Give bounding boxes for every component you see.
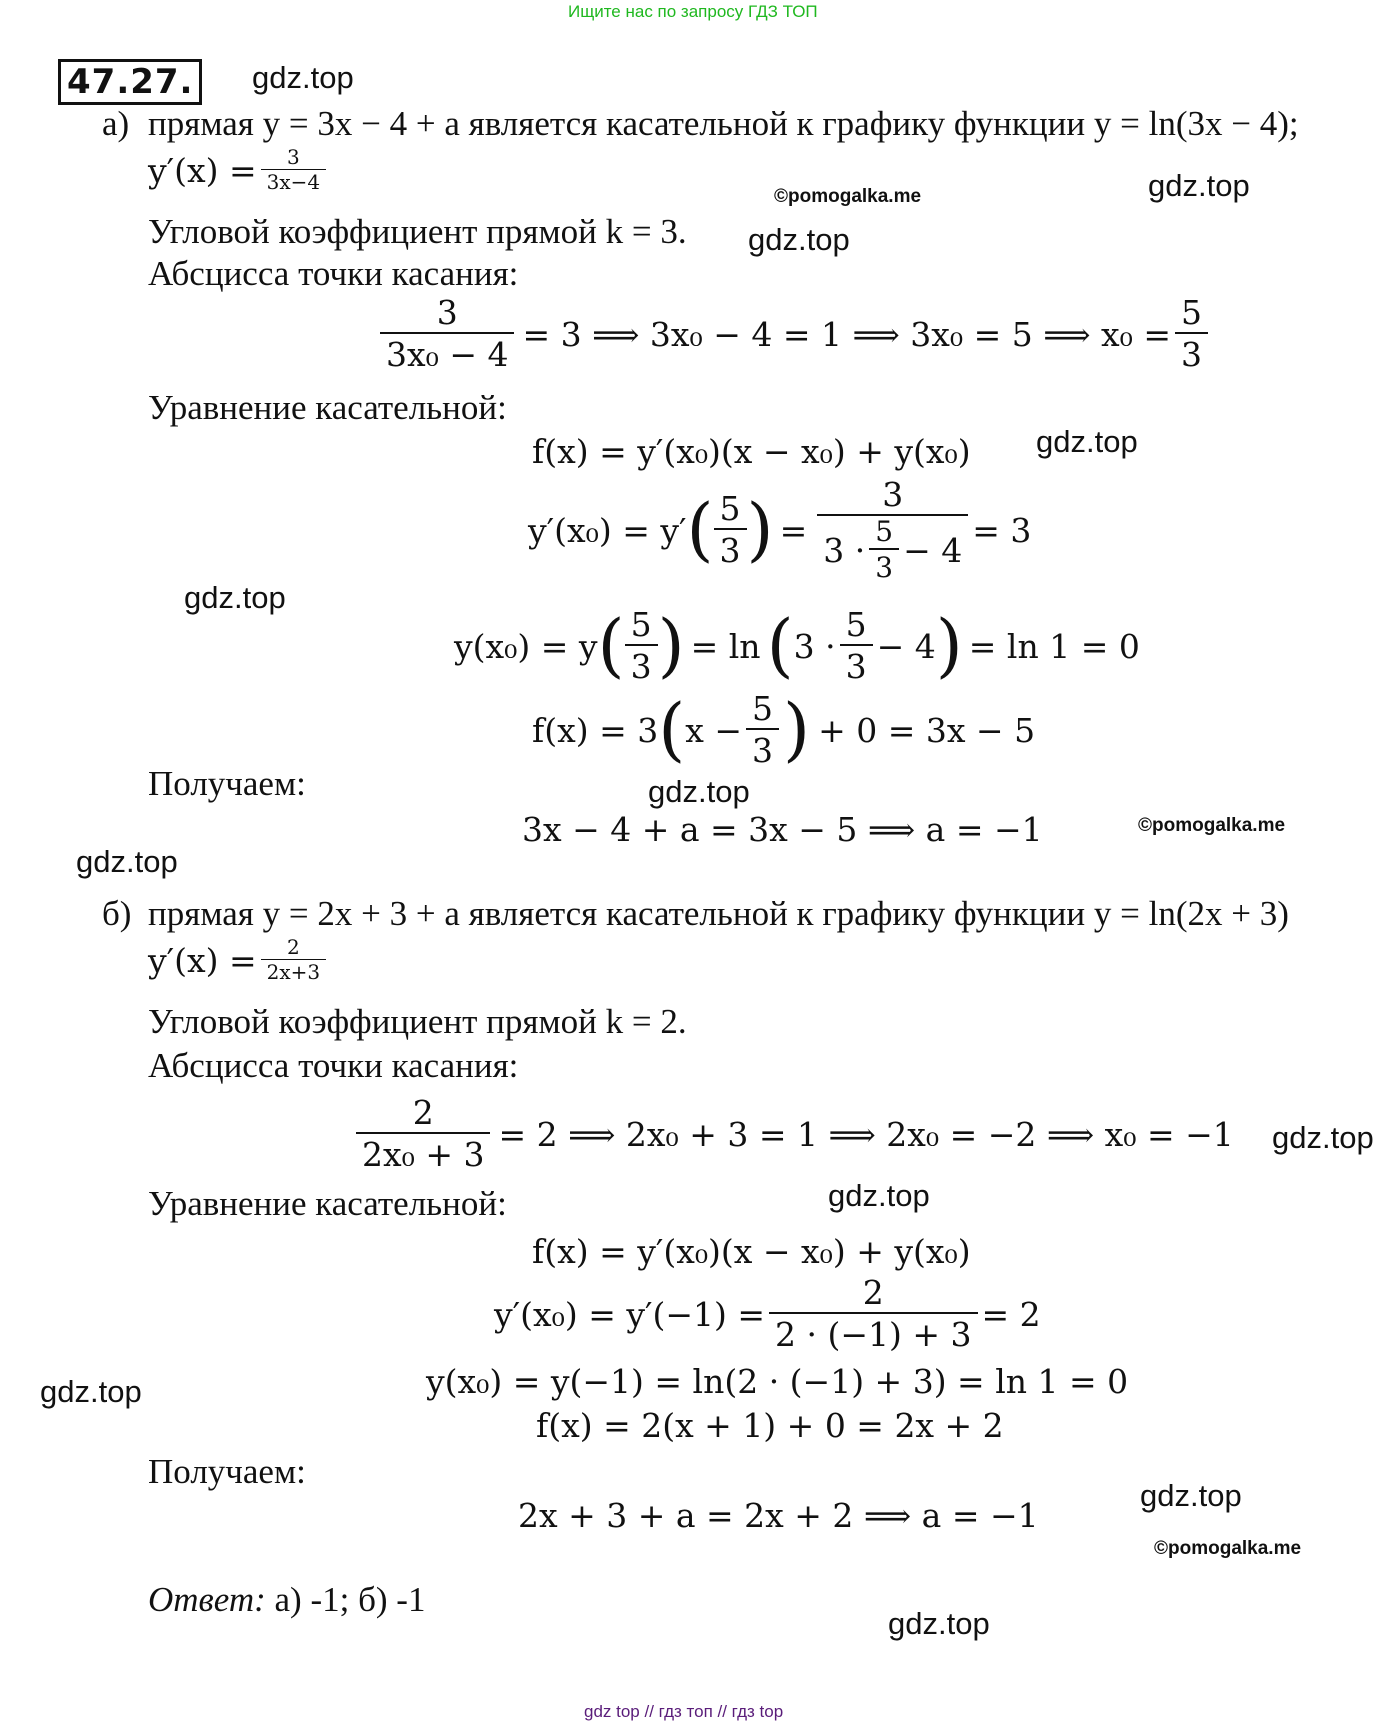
part-b-label: б) [102, 894, 132, 933]
yprime-frac-num: 3 [882, 475, 904, 514]
y-inner-fraction [840, 606, 873, 687]
paren-close: ) [657, 605, 685, 686]
y-arg-num: 5 [630, 605, 652, 644]
yprime-result: = 2 [981, 1295, 1041, 1335]
paren-open: ( [597, 605, 625, 686]
yprime-arg [714, 490, 747, 571]
part-a-tangent-heading: Уравнение касательной: [148, 388, 507, 427]
watermark-gdz: gdz.top [1140, 1478, 1242, 1513]
y-arg [625, 606, 658, 687]
equals: = [779, 511, 808, 551]
watermark-pomogalka: ©pomogalka.me [774, 186, 922, 207]
eq-rest: = 2 ⟹ 2x₀ + 3 = 1 ⟹ 2x₀ = −2 ⟹ x₀ = −1 [498, 1115, 1234, 1155]
eq-denominator: 3x₀ − 4 [380, 332, 514, 375]
part-a-f-value [532, 690, 1035, 771]
yprime-arg-den: 3 [714, 528, 747, 571]
watermark-gdz: gdz.top [1036, 424, 1138, 459]
eq-numerator: 3 [436, 293, 458, 332]
y-inner-num: 5 [845, 605, 867, 644]
part-a-statement: прямая y = 3x − 4 + a является касательной к графику функции y = ln(3x − 4); [148, 104, 1299, 143]
watermark-gdz: gdz.top [184, 580, 286, 615]
derivative-numerator: 2 [287, 935, 300, 959]
part-a-yprime [528, 476, 1031, 585]
f-lhs: f(x) = 3 [532, 711, 659, 751]
watermark-gdz: gdz.top [76, 844, 178, 879]
part-a-derivative [148, 146, 330, 195]
den-inner-num: 5 [875, 514, 894, 548]
f-inner-a: x − [685, 711, 743, 751]
problem-number-label: 47.27. [58, 59, 202, 105]
part-a-label: а) [102, 104, 130, 143]
derivative-fraction [261, 936, 327, 985]
top-banner: Ищите нас по запросу ГДЗ ТОП [568, 2, 818, 21]
part-b-f-value: f(x) = 2(x + 1) + 0 = 2x + 2 [536, 1406, 1004, 1445]
derivative-fraction [261, 146, 327, 195]
y-inner-a: 3 · [793, 627, 836, 667]
derivative-denominator: 3x−4 [261, 169, 327, 195]
y-mid: = ln [690, 627, 761, 667]
watermark-pomogalka: ©pomogalka.me [1154, 1538, 1302, 1559]
eq-answer-denominator: 3 [1175, 332, 1208, 375]
footer-links: gdz top // гдз топ // гдз top [584, 1702, 784, 1721]
paren-close: ) [746, 489, 774, 570]
part-a-tangent-formula: f(x) = y′(x₀)(x − x₀) + y(x₀) [532, 432, 971, 471]
watermark-gdz: gdz.top [748, 222, 850, 257]
f-inner-fraction [746, 690, 779, 771]
den-inner-den: 3 [869, 548, 899, 585]
watermark-gdz: gdz.top [1272, 1120, 1374, 1155]
part-b-tangent-heading: Уравнение касательной: [148, 1184, 507, 1223]
answer-label: Ответ: [148, 1580, 266, 1619]
derivative-lhs: y′(x) = [148, 151, 257, 190]
derivative-denominator: 2x+3 [261, 959, 327, 985]
part-b-abscissa-heading: Абсцисса точки касания: [148, 1046, 519, 1085]
paren-close: ) [783, 689, 811, 770]
part-a-abscissa-equation [376, 294, 1212, 375]
watermark-gdz: gdz.top [1148, 168, 1250, 203]
eq-denominator: 2x₀ + 3 [356, 1132, 490, 1175]
paren-open: ( [658, 689, 686, 770]
part-b-slope: Угловой коэффициент прямой k = 2. [148, 1002, 687, 1041]
yprime-lhs: y′(x₀) = y′(−1) = [494, 1295, 766, 1335]
y-lhs: y(x₀) = y [454, 627, 598, 667]
part-a-get-heading: Получаем: [148, 764, 306, 803]
den-part-a: 3 · [823, 530, 866, 570]
y-arg-den: 3 [625, 644, 658, 687]
part-a-slope: Угловой коэффициент прямой k = 3. [148, 212, 687, 251]
y-result: = ln 1 = 0 [968, 627, 1140, 667]
eq-rest: = 3 ⟹ 3x₀ − 4 = 1 ⟹ 3x₀ = 5 ⟹ x₀ = [522, 315, 1171, 355]
yprime-frac-den: 2 · (−1) + 3 [769, 1312, 978, 1355]
yprime-lhs: y′(x₀) = y′ [528, 511, 687, 551]
part-b-tangent-formula: f(x) = y′(x₀)(x − x₀) + y(x₀) [532, 1232, 971, 1271]
part-b-final-equation: 2x + 3 + a = 2x + 2 ⟹ a = −1 [518, 1496, 1039, 1535]
yprime-fraction [769, 1274, 978, 1355]
f-result: + 0 = 3x − 5 [818, 711, 1036, 751]
yprime-frac-den [817, 514, 968, 585]
part-a-abscissa-heading: Абсцисса точки касания: [148, 254, 519, 293]
f-inner-den: 3 [746, 728, 779, 771]
part-b-get-heading: Получаем: [148, 1452, 306, 1491]
yprime-arg-num: 5 [719, 488, 741, 528]
part-b-derivative [148, 936, 330, 985]
part-b-statement: прямая y = 2x + 3 + a является касательной к графику функции y = ln(2x + 3) [148, 894, 1289, 933]
eq-fraction [356, 1094, 490, 1175]
answer-line [148, 1580, 425, 1620]
derivative-numerator: 3 [287, 145, 300, 169]
paren-open: ( [766, 605, 794, 686]
watermark-gdz: gdz.top [252, 60, 354, 95]
paren-open: ( [686, 489, 714, 570]
answer-text: а) -1; б) -1 [274, 1580, 426, 1619]
y-inner-b: − 4 [876, 627, 936, 667]
den-part-b: − 4 [903, 530, 963, 570]
f-inner-num: 5 [752, 689, 774, 728]
paren-close: ) [935, 605, 963, 686]
watermark-gdz: gdz.top [888, 1606, 990, 1641]
watermark-gdz: gdz.top [648, 774, 750, 809]
yprime-frac-num: 2 [862, 1273, 884, 1312]
watermark-gdz: gdz.top [828, 1178, 930, 1213]
den-inner-fraction [869, 516, 899, 585]
part-b-yprime [494, 1274, 1041, 1355]
yprime-fraction [817, 476, 968, 585]
problem-number [58, 62, 202, 102]
eq-fraction [380, 294, 514, 375]
part-b-y-value: y(x₀) = y(−1) = ln(2 · (−1) + 3) = ln 1 = 0 [426, 1362, 1129, 1401]
eq-answer-numerator: 5 [1181, 293, 1202, 332]
watermark-pomogalka: ©pomogalka.me [1138, 815, 1286, 836]
part-a-y-value [454, 606, 1140, 687]
part-b-abscissa-equation [352, 1094, 1234, 1175]
derivative-lhs: y′(x) = [148, 941, 257, 980]
part-a-final-equation: 3x − 4 + a = 3x − 5 ⟹ a = −1 [522, 810, 1043, 849]
watermark-gdz: gdz.top [40, 1374, 142, 1409]
yprime-result: = 3 [972, 511, 1032, 551]
y-inner-den: 3 [840, 644, 873, 687]
eq-numerator: 2 [412, 1093, 434, 1132]
eq-answer-fraction [1175, 294, 1208, 375]
